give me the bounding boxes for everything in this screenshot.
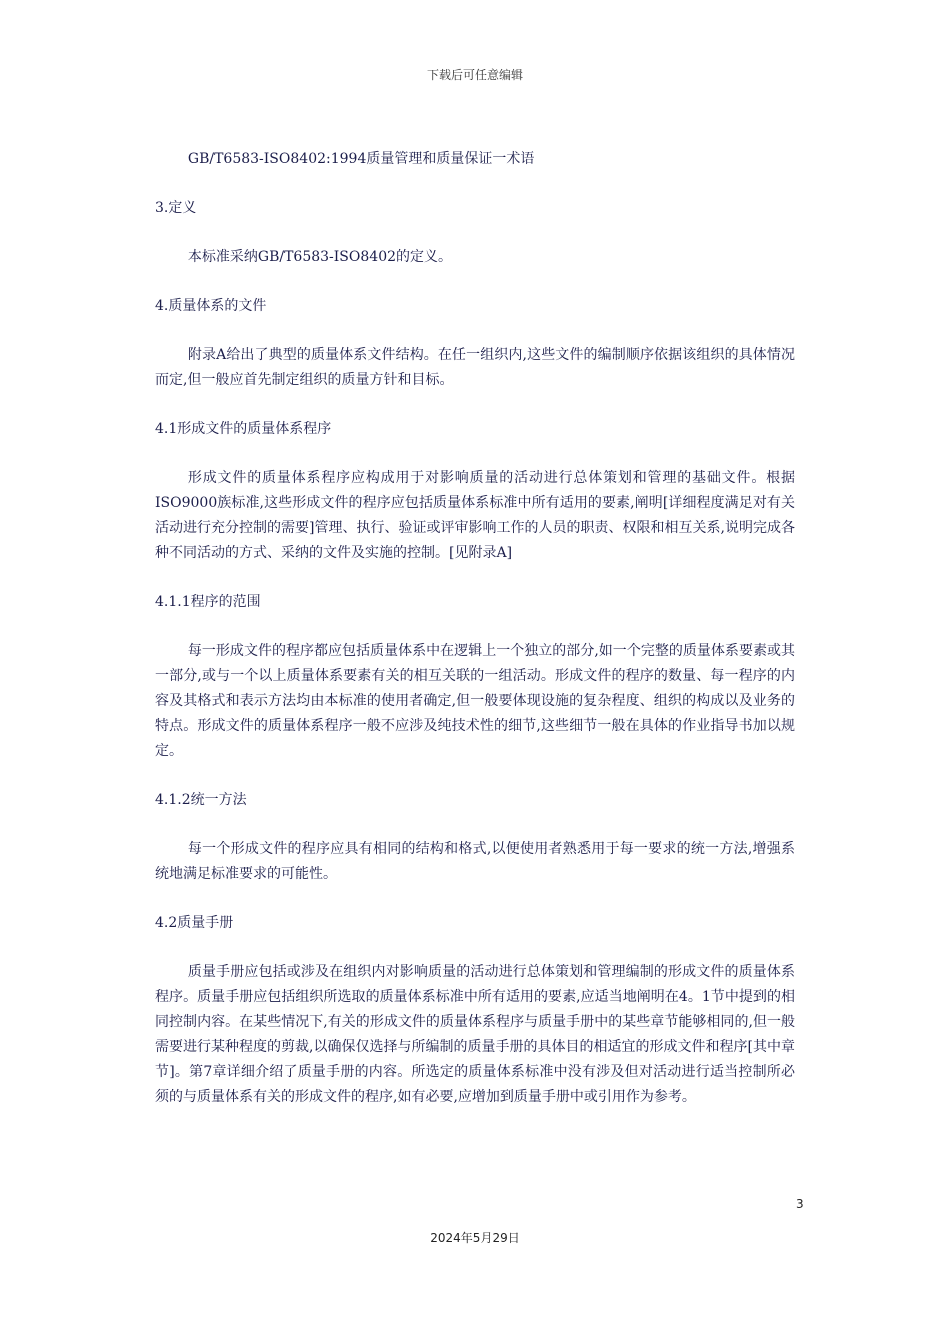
section-heading-4-2: 4.2质量手册 [155,915,234,931]
section-heading-4: 4.质量体系的文件 [155,298,267,314]
paragraph: 质量手册应包括或涉及在组织内对影响质量的活动进行总体策划和管理编制的形成文件的质量体系程序。质量手册应包括组织所选取的质量体系标准中所有适用的要素,应适当地阐明在4。1节中提到的相同控制内容。在某些情况下,有关的形成文件的质量体系程序与质量手册中的某些章节能够相同的,但一般需要进行某种程度的剪裁,以确保仅选择与所编制的质量手册的具体目的相适宜的形成文件和程序[其中章节]。第7章详细介绍了质量手册的内容。所选定的质量体系标准中没有涉及但对活动进行适当控制所必须的与质量体系有关的形成文件的程序,如有必要,应增加到质量手册中或引用作为参考。 [155,964,795,1105]
paragraph: 每一个形成文件的程序应具有相同的结构和格式,以便使用者熟悉用于每一要求的统一方法,增强系统地满足标准要求的可能性。 [155,841,795,882]
footer-date: 2024年5月29日 [430,1231,520,1245]
section-heading-4-1: 4.1形成文件的质量体系程序 [155,421,332,437]
section-heading-3: 3.定义 [155,200,197,216]
paragraph: 本标准采纳GB/T6583-ISO8402的定义。 [187,249,453,265]
reference-standard: GB/T6583-ISO8402:1994质量管理和质量保证一术语 [187,151,535,167]
document-body [155,147,795,1134]
paragraph: 附录A给出了典型的质量体系文件结构。在任一组织内,这些文件的编制顺序依据该组织的具体情况而定,但一般应首先制定组织的质量方针和目标。 [155,347,795,388]
page-header: 下载后可任意编辑 [426,68,523,82]
section-heading-4-1-2: 4.1.2统一方法 [155,792,247,808]
page-number: 3 [796,1197,804,1211]
paragraph: 形成文件的质量体系程序应构成用于对影响质量的活动进行总体策划和管理的基础文件。根据ISO9000族标准,这些形成文件的程序应包括质量体系标准中所有适用的要素,阐明[详细程度满足对有关活动进行充分控制的需要]管理、执行、验证或评审影响工作的人员的职责、权限和相互关系,说明完成各种不同活动的方式、采纳的文件及实施的控制。[见附录A] [155,470,795,561]
section-heading-4-1-1: 4.1.1程序的范围 [155,594,261,610]
paragraph: 每一形成文件的程序都应包括质量体系中在逻辑上一个独立的部分,如一个完整的质量体系要素或其一部分,或与一个以上质量体系要素有关的相互关联的一组活动。形成文件的程序的数量、每一程序的内容及其格式和表示方法均由本标准的使用者确定,但一般要体现设施的复杂程度、组织的构成以及业务的特点。形成文件的质量体系程序一般不应涉及纯技术性的细节,这些细节一般在具体的作业指导书加以规定。 [155,643,795,759]
